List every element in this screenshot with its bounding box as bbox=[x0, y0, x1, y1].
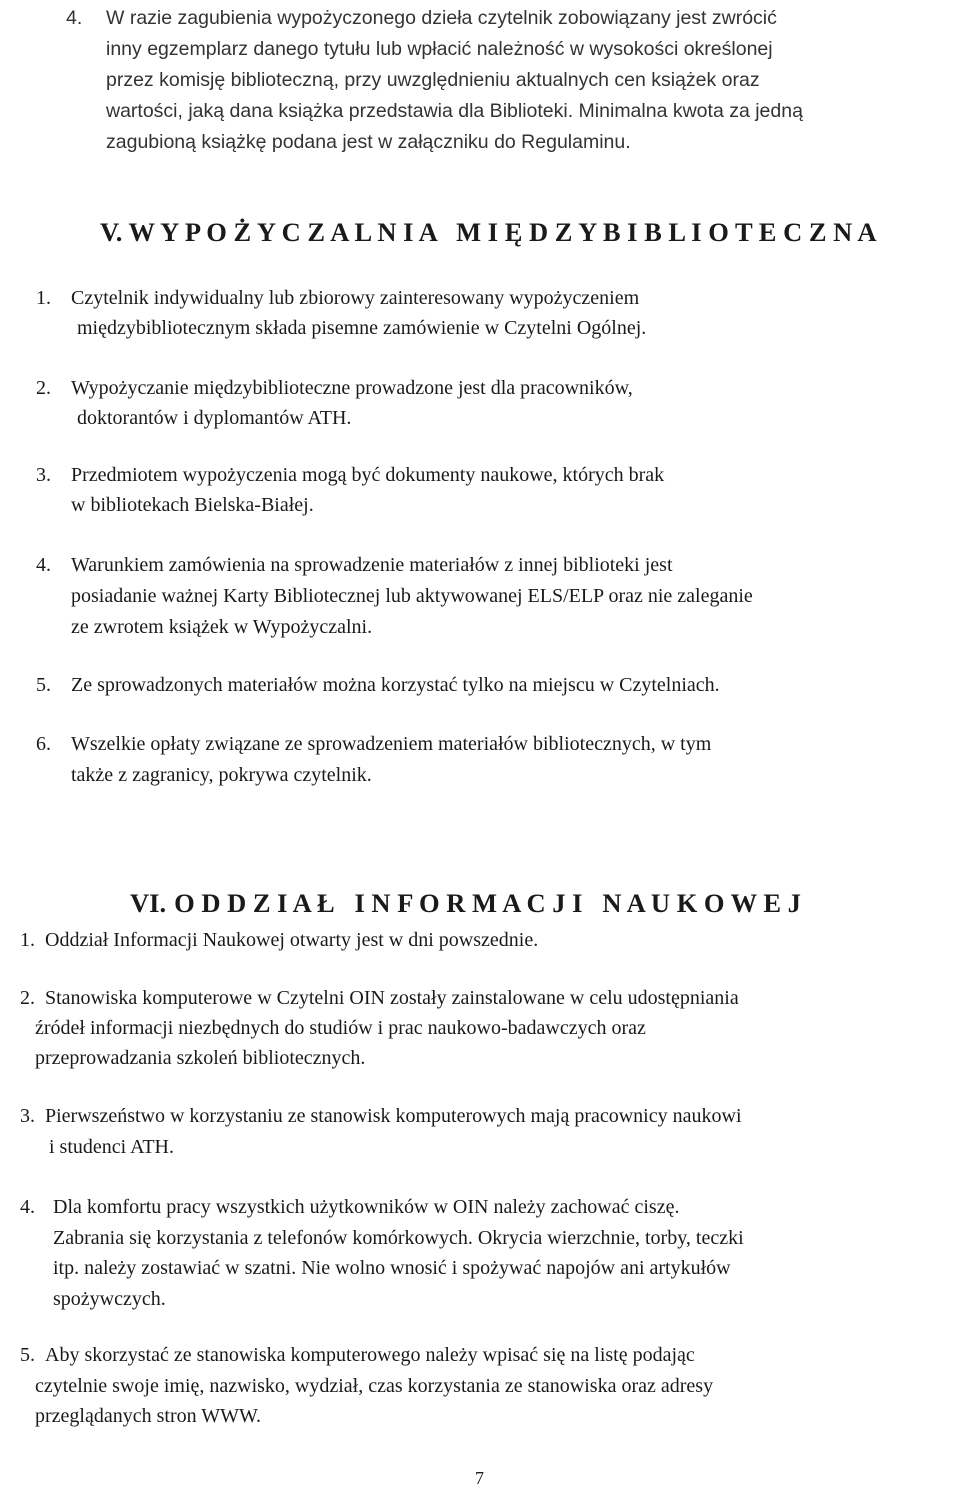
text-line: spożywczych. bbox=[53, 1287, 166, 1310]
page-number: 7 bbox=[475, 1468, 484, 1488]
text-line: posiadanie ważnej Karty Bibliotecznej lub aktywowanej ELS/ELP oraz nie zaleganie bbox=[71, 585, 753, 607]
text-line: Oddział Informacji Naukowej otwarty jest w dni powszednie. bbox=[45, 929, 539, 951]
text-line: Aby skorzystać ze stanowiska komputerowego należy wpisać się na listę podając bbox=[45, 1344, 695, 1366]
text-line: itp. należy zostawiać w szatni. Nie wolno wnosić i spożywać napojów ani artykułów bbox=[53, 1257, 731, 1279]
text-line: międzybibliotecznym składa pisemne zamówienie w Czytelni Ogólnej. bbox=[77, 317, 647, 339]
item-number: 4. bbox=[66, 7, 83, 29]
item-number: 2. bbox=[20, 987, 35, 1009]
text-line: i studenci ATH. bbox=[49, 1136, 174, 1158]
text-line: doktorantów i dyplomantów ATH. bbox=[77, 407, 352, 429]
text-line: Warunkiem zamówienia na sprowadzenie materiałów z innej biblioteki jest bbox=[71, 554, 673, 576]
item-number: 4. bbox=[20, 1196, 35, 1218]
item-number: 4. bbox=[36, 554, 51, 576]
text-line: Pierwszeństwo w korzystaniu ze stanowisk komputerowych mają pracownicy naukowi bbox=[45, 1105, 742, 1127]
text-line: Wypożyczanie międzybiblioteczne prowadzone jest dla pracowników, bbox=[71, 377, 633, 399]
text-line: źródeł informacji niezbędnych do studiów i prac naukowo-badawczych oraz bbox=[35, 1017, 646, 1039]
text-line: Czytelnik indywidualny lub zbiorowy zainteresowany wypożyczeniem bbox=[71, 287, 640, 309]
text-line: Stanowiska komputerowe w Czytelni OIN zostały zainstalowane w celu udostępniania bbox=[45, 987, 739, 1009]
text-line: W razie zagubienia wypożyczonego dzieła czytelnik zobowiązany jest zwrócić bbox=[106, 7, 777, 29]
section-title: O D D Z I A Ł I N F O R M A C J I N A U K O W E J bbox=[174, 888, 801, 918]
text-line: przez komisję biblioteczną, przy uwzględnieniu aktualnych cen książek oraz bbox=[106, 69, 760, 91]
text-line: Dla komfortu pracy wszystkich użytkowników w OIN należy zachować ciszę. bbox=[53, 1196, 680, 1218]
section-heading-v: V. W Y P O Ż Y C Z A L N I A M I Ę D Z Y B I B L I O T E C Z N A bbox=[100, 217, 877, 247]
text-line: Zabrania się korzystania z telefonów komórkowych. Okrycia wierzchnie, torby, teczki bbox=[53, 1226, 744, 1249]
text-line: Przedmiotem wypożyczenia mogą być dokumenty naukowe, których brak bbox=[71, 464, 665, 486]
item-number: 3. bbox=[20, 1105, 35, 1127]
text-line: ze zwrotem książek w Wypożyczalni. bbox=[71, 616, 373, 638]
text-line: inny egzemplarz danego tytułu lub wpłacić należność w wysokości określonej bbox=[106, 38, 773, 60]
item-number: 1. bbox=[20, 929, 35, 951]
item-number: 5. bbox=[36, 674, 51, 696]
text-line: Wszelkie opłaty związane ze sprowadzeniem materiałów bibliotecznych, w tym bbox=[71, 733, 712, 755]
text-line: także z zagranicy, pokrywa czytelnik. bbox=[71, 764, 372, 786]
item-number: 6. bbox=[36, 733, 51, 755]
text-line: czytelnie swoje imię, nazwisko, wydział, czas korzystania ze stanowiska oraz adresy bbox=[35, 1374, 714, 1397]
text-line: w bibliotekach Bielska-Białej. bbox=[71, 494, 314, 516]
text-line: wartości, jaką dana książka przedstawia dla Biblioteki. Minimalna kwota za jedną bbox=[106, 100, 803, 122]
text-line: przeprowadzania szkoleń bibliotecznych. bbox=[35, 1047, 366, 1069]
item-number: 3. bbox=[36, 464, 51, 486]
text-line: zagubioną książkę podana jest w załączniku do Regulaminu. bbox=[106, 131, 631, 153]
text-line: Ze sprowadzonych materiałów można korzystać tylko na miejscu w Czytelniach. bbox=[71, 674, 720, 696]
text-line: przeglądanych stron WWW. bbox=[35, 1405, 262, 1427]
section-number: VI. bbox=[130, 888, 167, 918]
item-number: 2. bbox=[36, 377, 51, 399]
item-number: 1. bbox=[36, 287, 51, 309]
item-number: 5. bbox=[20, 1344, 35, 1366]
